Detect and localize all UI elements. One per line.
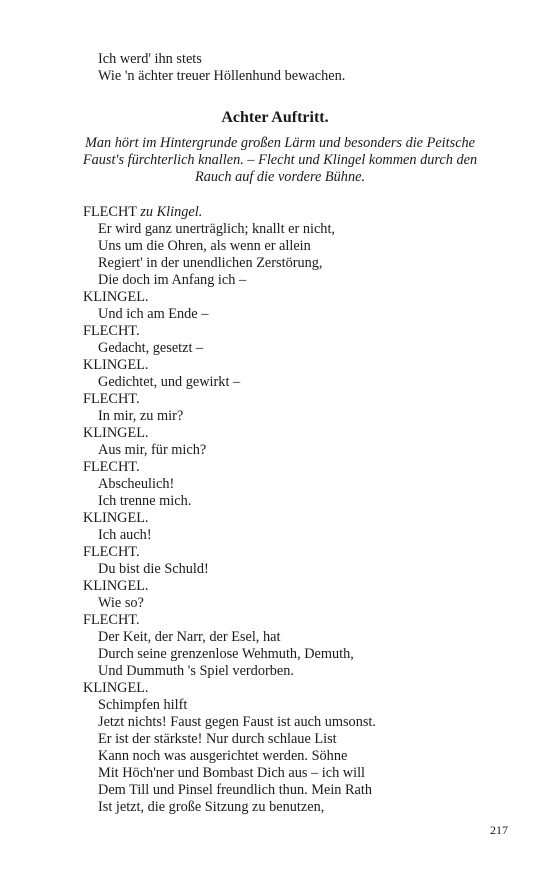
page-number: 217 — [490, 823, 508, 837]
speaker-line: FLECHT. — [83, 544, 140, 560]
verse-line: Schimpfen hilft — [98, 697, 188, 713]
verse-line: Gedacht, gesetzt – — [98, 340, 204, 356]
verse-line: Uns um die Ohren, als wenn er allein — [98, 238, 311, 254]
verse-line: Und Dummuth 's Spiel verdorben. — [98, 663, 294, 679]
verse-line: Er wird ganz unerträglich; knallt er nicht, — [98, 221, 336, 237]
verse-line: Er ist der stärkste! Nur durch schlaue List — [98, 731, 337, 747]
verse-line: Ich auch! — [98, 527, 152, 543]
speaker-line: FLECHT. — [83, 323, 140, 339]
speaker-line: KLINGEL. — [83, 578, 149, 594]
speaker-line: FLECHT. — [83, 459, 140, 475]
verse-line: Ich werd' ihn stets — [98, 51, 202, 67]
verse-line: Du bist die Schuld! — [98, 561, 209, 577]
verse-line: Aus mir, für mich? — [98, 442, 207, 458]
speaker-line — [83, 204, 202, 221]
speaker-line: KLINGEL. — [83, 425, 149, 441]
verse-line: Ich trenne mich. — [98, 493, 192, 509]
verse-line: Mit Höch'ner und Bombast Dich aus – ich will — [98, 765, 366, 781]
speaker-line: KLINGEL. — [83, 289, 149, 305]
speaker-direction: zu Klingel. — [140, 204, 203, 220]
speaker-line: FLECHT. — [83, 391, 140, 407]
stage-direction: Man hört im Hintergrunde großen Lärm und besonders die Peitsche Faust's fürchterlich knallen. – Flecht und Klingel kommen durch den Rauch auf die vordere Bühne. — [82, 135, 478, 185]
verse-line: Wie 'n ächter treuer Höllenhund bewachen. — [98, 68, 346, 84]
verse-line: Abscheulich! — [98, 476, 175, 492]
verse-line: In mir, zu mir? — [98, 408, 184, 424]
verse-line: Wie so? — [98, 595, 144, 611]
verse-line: Kann noch was ausgerichtet werden. Söhne — [98, 748, 348, 764]
verse-line: Und ich am Ende – — [98, 306, 209, 322]
speaker-line: KLINGEL. — [83, 357, 149, 373]
verse-line: Dem Till und Pinsel freundlich thun. Mein Rath — [98, 782, 373, 798]
verse-line: Der Keit, der Narr, der Esel, hat — [98, 629, 281, 645]
verse-line: Regiert' in der unendlichen Zerstörung, — [98, 255, 323, 271]
verse-line: Ist jetzt, die große Sitzung zu benutzen, — [98, 799, 325, 815]
verse-line: Die doch im Anfang ich – — [98, 272, 247, 288]
speaker-name: FLECHT — [83, 204, 137, 220]
speaker-line: KLINGEL. — [83, 680, 149, 696]
speaker-line: FLECHT. — [83, 612, 140, 628]
scene-heading: Achter Auftritt. — [221, 109, 329, 126]
speaker-line: KLINGEL. — [83, 510, 149, 526]
verse-line: Jetzt nichts! Faust gegen Faust ist auch umsonst. — [98, 714, 376, 730]
verse-line: Durch seine grenzenlose Wehmuth, Demuth, — [98, 646, 354, 662]
verse-line: Gedichtet, und gewirkt – — [98, 374, 241, 390]
